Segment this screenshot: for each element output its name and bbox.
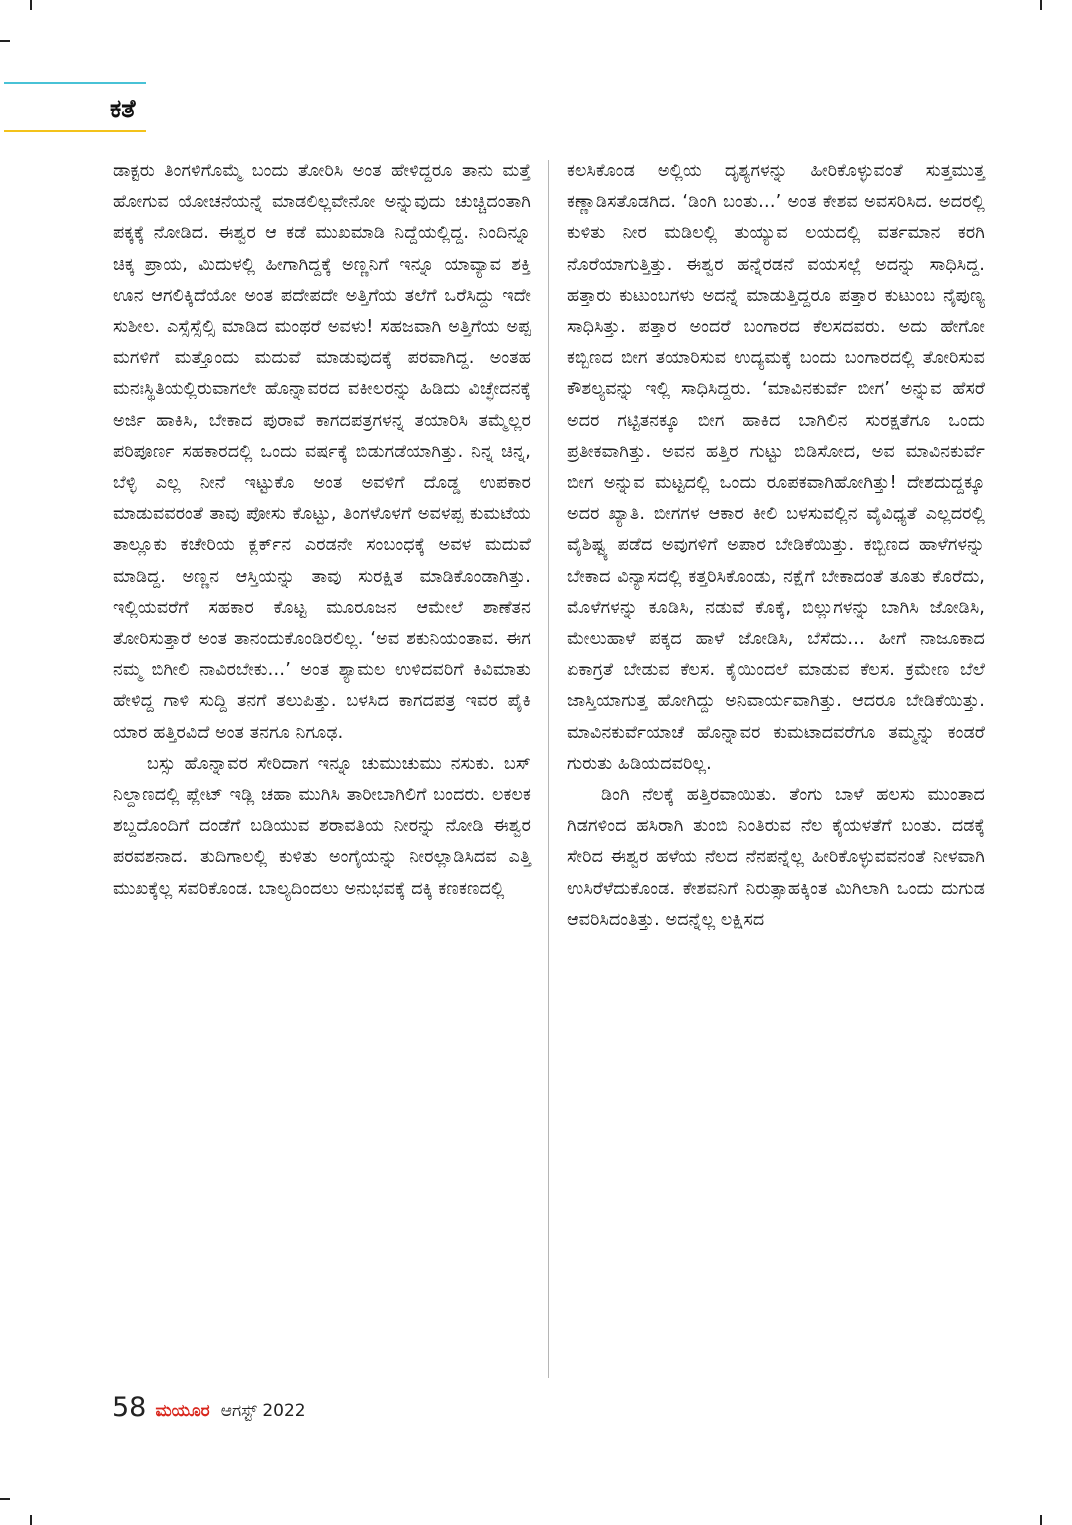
page-number: 58	[112, 1392, 147, 1423]
crop-mark-left-lower	[0, 1498, 10, 1500]
crop-mark-bottom-left	[30, 1515, 32, 1525]
paragraph: ಡಾಕ್ಟರು ತಿಂಗಳಿಗೊಮ್ಮೆ ಬಂದು ತೋರಿಸಿ ಅಂತ ಹೇಳಿದ್ದರೂ ತಾನು ಮತ್ತೆ ಹೋಗುವ ಯೋಚನೆಯನ್ನೆ ಮಾಡಲಿಲ್ಲವೇನೋ ಅನ್ನುವುದು ಚುಚ್ಚಿದಂತಾಗಿ ಪಕ್ಕಕ್ಕೆ ನೋಡಿದ. ಈಶ್ವರ ಆ ಕಡೆ ಮುಖಮಾಡಿ ನಿದ್ದೆಯಲ್ಲಿದ್ದ. ನಿಂದಿನ್ನೂ ಚಿಕ್ಕ ಪ್ರಾಯ, ಮಿದುಳಲ್ಲಿ ಹೀಗಾಗಿದ್ದಕ್ಕೆ ಅಣ್ಣನಿಗೆ ಇನ್ನೂ ಯಾವ್ಯಾವ ಶಕ್ತಿ ಊನ ಆಗಲಿಕ್ಕಿದೆಯೋ ಅಂತ ಪದೇಪದೇ ಅತ್ತಿಗೆಯ ತಲೆಗೆ ಒರೆಸಿದ್ದು ಇದೇ ಸುಶೀಲ. ಎಸ್ಸೆಸ್ಸೆಲ್ಸಿ ಮಾಡಿದ ಮಂಥರೆ ಅವಳು! ಸಹಜವಾಗಿ ಅತ್ತಿಗೆಯ ಅಪ್ಪ ಮಗಳಿಗೆ ಮತ್ತೊಂದು ಮದುವೆ ಮಾಡುವುದಕ್ಕೆ ಪರವಾಗಿದ್ದ. ಅಂತಹ ಮನಃಸ್ಥಿತಿಯಲ್ಲಿರುವಾಗಲೇ ಹೊನ್ನಾವರದ ವಕೀಲರನ್ನು ಹಿಡಿದು ವಿಚ್ಛೇದನಕ್ಕೆ ಅರ್ಜಿ ಹಾಕಿಸಿ, ಬೇಕಾದ ಪುರಾವೆ ಕಾಗದಪತ್ರಗಳನ್ನ ತಯಾರಿಸಿ ತಮ್ಮೆಲ್ಲರ ಪರಿಪೂರ್ಣ ಸಹಕಾರದಲ್ಲಿ ಒಂದು ವರ್ಷಕ್ಕೆ ಬಿಡುಗಡೆಯಾಗಿತ್ತು. ನಿನ್ನ ಚಿನ್ನ, ಬೆಳ್ಳಿ ಎಲ್ಲ ನೀನೆ ಇಟ್ಟುಕೊ ಅಂತ ಅವಳಿಗೆ ದೊಡ್ಡ ಉಪಕಾರ ಮಾಡುವವರಂತೆ ತಾವು ಪೋಸು ಕೊಟ್ಟು, ತಿಂಗಳೊಳಗೆ ಅವಳಪ್ಪ ಕುಮಟೆಯ ತಾಲ್ಲೂಕು ಕಚೇರಿಯ ಕ್ಲರ್ಕ್‌ನ ಎರಡನೇ ಸಂಬಂಧಕ್ಕೆ ಅವಳ ಮದುವೆ ಮಾಡಿದ್ದ. ಅಣ್ಣನ ಆಸ್ತಿಯನ್ನು ತಾವು ಸುರಕ್ಷಿತ ಮಾಡಿಕೊಂಡಾಗಿತ್ತು. ಇಲ್ಲಿಯವರೆಗೆ ಸಹಕಾರ ಕೊಟ್ಟ ಮೂರೂಜನ ಆಮೇಲೆ ಶಾಣೆತನ ತೋರಿಸುತ್ತಾರೆ ಅಂತ ತಾನಂದುಕೊಂಡಿರಲಿಲ್ಲ. ‘ಅವ ಶಕುನಿಯಂತಾವ. ಈಗ ನಮ್ಮ ಬಿಗೀಲಿ ನಾವಿರಬೇಕು…’ ಅಂತ ಶ್ಯಾಮಲ ಉಳಿದವರಿಗೆ ಕಿವಿಮಾತು ಹೇಳಿದ್ದ ಗಾಳಿ ಸುದ್ದಿ ತನಗೆ ತಲುಪಿತ್ತು. ಬಳಸಿದ ಕಾಗದಪತ್ರ ಇವರ ಪೈಕಿ ಯಾರ ಹತ್ತಿರವಿದೆ ಅಂತ ತನಗೂ ನಿಗೂಢ.	[113, 161, 531, 743]
column-divider	[548, 160, 549, 1378]
paragraph: ಬಸ್ಸು ಹೊನ್ನಾವರ ಸೇರಿದಾಗ ಇನ್ನೂ ಚುಮುಚುಮು ನಸುಕು. ಬಸ್ ನಿಲ್ದಾಣದಲ್ಲಿ ಪ್ಲೇಟ್ ಇಡ್ಲಿ ಚಹಾ ಮುಗಿಸಿ ತಾರೀಬಾಗಿಲಿಗೆ ಬಂದರು. ಲಕಲಕ ಶಬ್ದದೊಂದಿಗೆ ದಂಡೆಗೆ ಬಡಿಯುವ ಶರಾವತಿಯ ನೀರನ್ನು ನೋಡಿ ಈಶ್ವರ ಪರವಶನಾದ. ತುದಿಗಾಲಲ್ಲಿ ಕುಳಿತು ಅಂಗೈಯನ್ನು ನೀರಲ್ಲಾಡಿಸಿದವ ಎತ್ತಿ ಮುಖಕ್ಕೆಲ್ಲ ಸವರಿಕೊಂಡ. ಬಾಲ್ಯದಿಂದಲು ಅನುಭವಕ್ಕೆ ದಕ್ಕಿ ಕಣಕಣದಲ್ಲಿ	[113, 753, 531, 899]
left-column	[113, 156, 531, 905]
crop-mark-left-upper	[0, 40, 10, 42]
section-header	[0, 82, 150, 134]
issue-date: ಆಗಸ್ಟ್ 2022	[220, 1401, 306, 1421]
magazine-logo: ಮಯೂರ	[155, 1401, 210, 1421]
paragraph: ಕಲಸಿಕೊಂಡ ಅಲ್ಲಿಯ ದೃಶ್ಯಗಳನ್ನು ಹೀರಿಕೊಳ್ಳುವಂತೆ ಸುತ್ತಮುತ್ತ ಕಣ್ಣಾಡಿಸತೊಡಗಿದ. ‘ಡಿಂಗಿ ಬಂತು…’ ಅಂತ ಕೇಶವ ಅವಸರಿಸಿದ. ಅದರಲ್ಲಿ ಕುಳಿತು ನೀರ ಮಡಿಲಲ್ಲಿ ತುಯ್ಯುವ ಲಯದಲ್ಲಿ ವರ್ತಮಾನ ಕರಗಿ ನೊರೆಯಾಗುತ್ತಿತ್ತು. ಈಶ್ವರ ಹನ್ನೆರಡನೆ ವಯಸಲ್ಲೆ ಅದನ್ನು ಸಾಧಿಸಿದ್ದ. ಹತ್ತಾರು ಕುಟುಂಬಗಳು ಅದನ್ನೆ ಮಾಡುತ್ತಿದ್ದರೂ ಪತ್ತಾರ ಕುಟುಂಬ ನೈಪುಣ್ಯ ಸಾಧಿಸಿತ್ತು. ಪತ್ತಾರ ಅಂದರೆ ಬಂಗಾರದ ಕೆಲಸದವರು. ಅದು ಹೇಗೋ ಕಬ್ಬಿಣದ ಬೀಗ ತಯಾರಿಸುವ ಉದ್ಯಮಕ್ಕೆ ಬಂದು ಬಂಗಾರದಲ್ಲಿ ತೋರಿಸುವ ಕೌಶಲ್ಯವನ್ನು ಇಲ್ಲಿ ಸಾಧಿಸಿದ್ದರು. ‘ಮಾವಿನಕುರ್ವೆ ಬೀಗ’ ಅನ್ನುವ ಹೆಸರೆ ಅದರ ಗಟ್ಟಿತನಕ್ಕೂ ಬೀಗ ಹಾಕಿದ ಬಾಗಿಲಿನ ಸುರಕ್ಷತೆಗೂ ಒಂದು ಪ್ರತೀಕವಾಗಿತ್ತು. ಅವನ ಹತ್ತಿರ ಗುಟ್ಟು ಬಿಡಿಸೋದ, ಅವ ಮಾವಿನಕುರ್ವೆ ಬೀಗ ಅನ್ನುವ ಮಟ್ಟದಲ್ಲಿ ಒಂದು ರೂಪಕವಾಗಿಹೋಗಿತ್ತು! ದೇಶದುದ್ದಕ್ಕೂ ಅದರ ಖ್ಯಾತಿ. ಬೀಗಗಳ ಆಕಾರ ಕೀಲಿ ಬಳಸುವಲ್ಲಿನ ವೈವಿಧ್ಯತೆ ಎಲ್ಲದರಲ್ಲಿ ವೈಶಿಷ್ಟ್ಯ ಪಡೆದ ಅವುಗಳಿಗೆ ಅಪಾರ ಬೇಡಿಕೆಯಿತ್ತು. ಕಬ್ಬಿಣದ ಹಾಳೆಗಳನ್ನು ಬೇಕಾದ ವಿನ್ಯಾಸದಲ್ಲಿ ಕತ್ತರಿಸಿಕೊಂಡು, ನಕ್ಷೆಗೆ ಬೇಕಾದಂತೆ ತೂತು ಕೊರೆದು, ಮೊಳೆಗಳನ್ನು ಕೂಡಿಸಿ, ನಡುವೆ ಕೊಕ್ಕೆ, ಬಿಲ್ಲುಗಳನ್ನು ಬಾಗಿಸಿ ಜೋಡಿಸಿ, ಮೇಲುಹಾಳೆ ಪಕ್ಕದ ಹಾಳೆ ಜೋಡಿಸಿ, ಬೆಸೆದು… ಹೀಗೆ ನಾಜೂಕಾದ ಏಕಾಗ್ರತೆ ಬೇಡುವ ಕೆಲಸ. ಕೈಯಿಂದಲೆ ಮಾಡುವ ಕೆಲಸ. ಕ್ರಮೇಣ ಬೆಲೆ ಜಾಸ್ತಿಯಾಗುತ್ತ ಹೋಗಿದ್ದು ಅನಿವಾರ್ಯವಾಗಿತ್ತು. ಆದರೂ ಬೇಡಿಕೆಯಿತ್ತು. ಮಾವಿನಕುರ್ವೆಯಾಚೆ ಹೊನ್ನಾವರ ಕುಮಟಾದವರೆಗೂ ತಮ್ಮನ್ನು ಕಂಡರೆ ಗುರುತು ಹಿಡಿಯದವರಿಲ್ಲ.	[567, 161, 985, 774]
crop-mark-top-left	[30, 0, 32, 10]
paragraph: ಡಿಂಗಿ ನೆಲಕ್ಕೆ ಹತ್ತಿರವಾಯಿತು. ತೆಂಗು ಬಾಳೆ ಹಲಸು ಮುಂತಾದ ಗಿಡಗಳಿಂದ ಹಸಿರಾಗಿ ತುಂಬಿ ನಿಂತಿರುವ ನೆಲ ಕೈಯಳತೆಗೆ ಬಂತು. ದಡಕ್ಕೆ ಸೇರಿದ ಈಶ್ವರ ಹಳೆಯ ನೆಲದ ನೆನಪನ್ನೆಲ್ಲ ಹೀರಿಕೊಳ್ಳುವವನಂತೆ ನೀಳವಾಗಿ ಉಸಿರೆಳೆದುಕೊಂಡ. ಕೇಶವನಿಗೆ ನಿರುತ್ಸಾಹಕ್ಕಿಂತ ಮಿಗಿಲಾಗಿ ಒಂದು ದುಗುಡ ಆವರಿಸಿದಂತಿತ್ತು. ಅದನ್ನೆಲ್ಲ ಲಕ್ಷಿಸದ	[567, 785, 985, 930]
section-rule-bottom	[4, 130, 146, 132]
section-rule-top	[4, 82, 146, 84]
page-footer	[112, 1392, 306, 1432]
section-title: ಕತೆ	[110, 94, 136, 123]
right-column	[567, 156, 985, 936]
crop-mark-top-right	[1040, 0, 1042, 10]
crop-mark-bottom-right	[1040, 1515, 1042, 1525]
